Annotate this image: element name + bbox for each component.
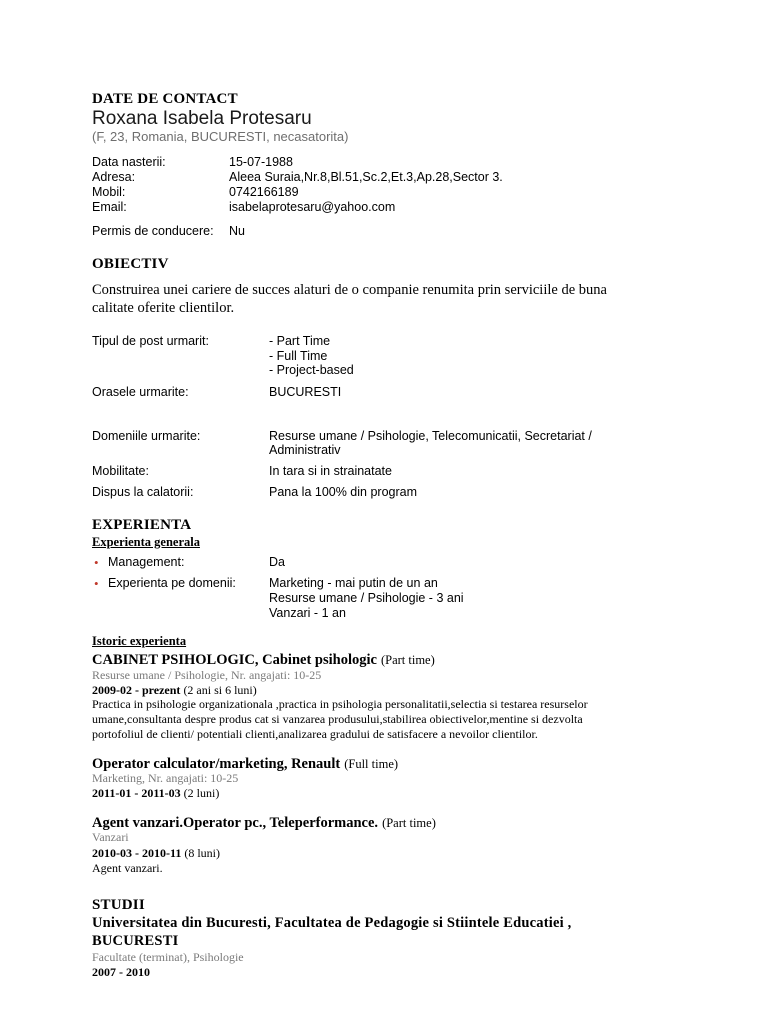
license-label: Permis de conducere: xyxy=(92,224,214,238)
job-duration: (2 luni) xyxy=(183,786,220,800)
address-value: Aleea Suraia,Nr.8,Bl.51,Sc.2,Et.3,Ap.28,Sector 3. xyxy=(229,170,503,184)
job-title: Agent vanzari.Operator pc., Teleperformance. xyxy=(92,815,379,831)
birthdate-label: Data nasterii: xyxy=(92,155,166,169)
objective-text-line1: Construirea unei cariere de succes alaturi de o companie renumita prin serviciile de buna xyxy=(92,282,607,298)
job-title: CABINET PSIHOLOGIC, Cabinet psihologic xyxy=(92,652,377,668)
job-desc-line2: umane,consultanta despre produs cat si vanzarea produsului,stabilirea obiectivelor,mentine si dezvolta xyxy=(92,712,583,726)
school-line1: Universitatea din Bucuresti, Facultatea de Pedagogie si Stiintele Educatiei , xyxy=(92,915,572,931)
person-summary: (F, 23, Romania, BUCURESTI, necasatorita) xyxy=(92,129,349,144)
domains-label: Domeniile urmarite: xyxy=(92,429,201,443)
job-type: (Full time) xyxy=(344,757,399,771)
job-duration: (2 ani si 6 luni) xyxy=(183,683,257,697)
domains-value-1: Resurse umane / Psihologie, Telecomunicatii, Secretariat / xyxy=(269,429,592,443)
cities-label: Orasele urmarite: xyxy=(92,385,189,399)
experience-heading: EXPERIENTA xyxy=(92,517,192,533)
job-desc-line1: Practica in psihologie organizationala ,practica in psihologia personalitatii,selectia si testarea resurselor xyxy=(92,697,588,711)
job-type: (Part time) xyxy=(382,816,436,830)
domain-experience-value-1: Marketing - mai putin de un an xyxy=(269,576,438,590)
domain-experience-label: Experienta pe domenii: xyxy=(108,576,236,590)
management-label: Management: xyxy=(108,555,185,569)
job-title-line xyxy=(92,814,436,832)
history-heading: Istoric experienta xyxy=(92,634,187,648)
objective-text-line2: calitate oferite clientilor. xyxy=(92,300,235,316)
job-type-value-3: - Project-based xyxy=(269,363,354,377)
mobility-label: Mobilitate: xyxy=(92,464,149,478)
job-period-line xyxy=(92,683,257,698)
email-value: isabelaprotesaru@yahoo.com xyxy=(229,200,396,214)
address-label: Adresa: xyxy=(92,170,136,184)
job-meta: Marketing, Nr. angajati: 10-25 xyxy=(92,771,239,785)
general-experience-heading: Experienta generala xyxy=(92,535,200,549)
travel-value: Pana la 100% din program xyxy=(269,485,418,499)
birthdate-value: 15-07-1988 xyxy=(229,155,293,169)
job-title: Operator calculator/marketing, Renault xyxy=(92,756,341,772)
job-type-value-1: - Part Time xyxy=(269,334,331,348)
objective-heading: OBIECTIV xyxy=(92,256,169,272)
job-type-label: Tipul de post urmarit: xyxy=(92,334,209,348)
mobility-value: In tara si in strainatate xyxy=(269,464,392,478)
phone-value: 0742166189 xyxy=(229,185,299,199)
study-period: 2007 - 2010 xyxy=(92,965,150,979)
school-line2: BUCURESTI xyxy=(92,933,179,949)
job-period: 2009-02 - prezent xyxy=(92,683,181,697)
management-value: Da xyxy=(269,555,285,569)
job-meta: Resurse umane / Psihologie, Nr. angajati: 10-25 xyxy=(92,668,322,682)
job-period-line xyxy=(92,786,219,801)
studies-heading: STUDII xyxy=(92,897,145,913)
travel-label: Dispus la calatorii: xyxy=(92,485,194,499)
bullet-icon: • xyxy=(94,555,99,570)
job-type: (Part time) xyxy=(380,653,435,667)
domain-experience-value-2: Resurse umane / Psihologie - 3 ani xyxy=(269,591,464,605)
email-label: Email: xyxy=(92,200,127,214)
job-period: 2010-03 - 2010-11 xyxy=(92,846,182,860)
job-meta: Vanzari xyxy=(92,830,129,844)
contact-heading: DATE DE CONTACT xyxy=(92,91,238,107)
study-meta: Facultate (terminat), Psihologie xyxy=(92,950,244,964)
bullet-icon: • xyxy=(94,576,99,591)
job-type-value-2: - Full Time xyxy=(269,349,328,363)
job-desc-line1: Agent vanzari. xyxy=(92,861,163,875)
phone-label: Mobil: xyxy=(92,185,126,199)
domain-experience-value-3: Vanzari - 1 an xyxy=(269,606,346,620)
job-period: 2011-01 - 2011-03 xyxy=(92,786,181,800)
job-period-line xyxy=(92,846,220,861)
person-name: Roxana Isabela Protesaru xyxy=(92,108,312,129)
cities-value: BUCURESTI xyxy=(269,385,342,399)
job-duration: (8 luni) xyxy=(184,846,220,860)
license-value: Nu xyxy=(229,224,245,238)
domains-value-2: Administrativ xyxy=(269,443,341,457)
job-desc-line3: portofoliul de clienti/ potentiali clienti,analizarea gradului de satisfacere a nevoilor clientilor. xyxy=(92,727,538,741)
job-title-line xyxy=(92,651,435,669)
